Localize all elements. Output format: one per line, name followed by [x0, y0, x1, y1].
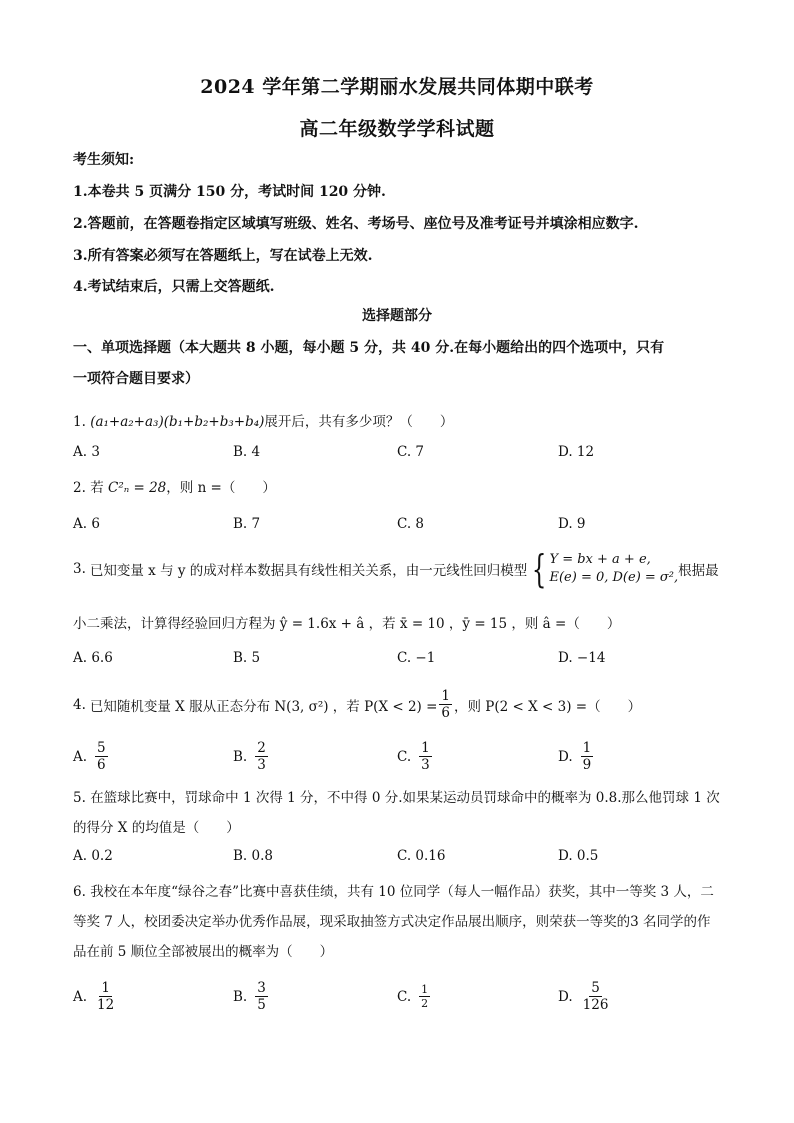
- q5-option-c: C. 0.16: [397, 848, 446, 864]
- notice-item-4: 4.考试结束后，只需上交答题纸.: [73, 279, 275, 295]
- regression-model-system: [527, 547, 679, 591]
- fraction-denominator: 9: [582, 757, 592, 773]
- question-expression: (a₁+a₂+a₃)(b₁+b₂+b₃+b₄): [90, 414, 265, 430]
- question-number: 4.: [73, 696, 86, 713]
- fraction-denominator: 5: [257, 997, 266, 1013]
- q6-option-d: [558, 980, 612, 1013]
- fraction: [439, 688, 452, 721]
- q3-option-c: C. −1: [397, 650, 436, 666]
- option-label: D.: [558, 748, 573, 765]
- question-text: 在篮球比赛中，罚球命中 1 次得 1 分，不中得 0 分.如果某运动员罚球命中的概率为 0.8.那么他罚球 1 次: [90, 790, 720, 806]
- option-label: C.: [397, 988, 412, 1005]
- fraction-denominator: 6: [97, 757, 106, 773]
- option-fraction: [255, 740, 268, 773]
- fraction-numerator: 1: [421, 983, 429, 996]
- option-label: A.: [73, 748, 88, 765]
- q1-option-c: C. 7: [397, 444, 425, 460]
- left-brace-icon: {: [532, 547, 547, 591]
- q6-option-b: [233, 980, 270, 1013]
- q5-option-b: B. 0.8: [233, 848, 273, 864]
- q6-option-c: [397, 983, 432, 1010]
- fraction-numerator: 1: [582, 740, 592, 756]
- section-heading-line1: 一、单项选择题（本大题共 8 小题，每小题 5 分，共 40 分.在每小题给出的四个选项中，只有: [73, 340, 665, 356]
- q2-option-a: A. 6: [73, 516, 100, 532]
- q3-option-b: B. 5: [233, 650, 261, 666]
- notice-item-1: 1.本卷共 5 页满分 150 分，考试时间 120 分钟.: [73, 184, 386, 200]
- option-label: D.: [558, 988, 573, 1005]
- question-number: 2.: [73, 480, 86, 496]
- fraction-denominator: 6: [441, 705, 451, 721]
- question-prefix: 若: [90, 480, 104, 496]
- q1-option-d: D. 12: [558, 444, 595, 460]
- q6-option-a: [73, 980, 118, 1013]
- question-3: [73, 547, 719, 591]
- question-expression: C²ₙ = 28: [107, 480, 167, 496]
- q5-option-d: D. 0.5: [558, 848, 599, 864]
- fraction-numerator: 1: [101, 980, 110, 996]
- question-number: 5.: [73, 790, 86, 806]
- part-title: 选择题部分: [362, 308, 432, 324]
- notice-item-3: 3.所有答案必须写在答题纸上，写在试卷上无效.: [73, 248, 373, 264]
- option-fraction: [419, 983, 430, 1010]
- fraction-numerator: 3: [257, 980, 266, 996]
- fraction-numerator: 5: [97, 740, 106, 756]
- fraction-denominator: 3: [257, 757, 266, 773]
- question-text-cont: 根据最: [678, 563, 719, 579]
- question-text: 已知变量 x 与 y 的成对样本数据具有线性相关关系，由一元线性回归模型: [89, 563, 528, 579]
- question-1: [73, 410, 453, 430]
- option-fraction: [581, 740, 594, 773]
- fraction-numerator: 2: [257, 740, 266, 756]
- question-number: 1.: [73, 414, 86, 430]
- question-2: [73, 476, 276, 496]
- option-label: B.: [233, 748, 248, 765]
- question-text-cont: ，则 P(2 < X < 3) =（ ）: [454, 698, 642, 715]
- question-6-line2: 等奖 7 人，校团委决定举办优秀作品展，现采取抽签方式决定作品展出顺序，则荣获一等奖的3 名同学的作: [73, 914, 711, 930]
- q2-option-b: B. 7: [233, 516, 261, 532]
- option-label: C.: [397, 748, 412, 765]
- question-text: 已知随机变量 X 服从正态分布 N(3, σ²) ，若 P(X < 2) =: [89, 698, 438, 715]
- option-label: A.: [73, 988, 88, 1005]
- option-label: B.: [233, 988, 248, 1005]
- question-number: 3.: [73, 561, 86, 577]
- question-5-line2: 的得分 X 的均值是（ ）: [73, 820, 240, 836]
- notice-heading: 考生须知:: [73, 152, 135, 168]
- notice-item-2: 2.答题前，在答题卷指定区域填写班级、姓名、考场号、座位号及准考证号并填涂相应数字.: [73, 216, 639, 232]
- fraction-numerator: 1: [421, 740, 430, 756]
- question-number: 6.: [73, 884, 86, 900]
- exam-subtitle: 高二年级数学学科试题: [299, 118, 495, 140]
- question-3-line2: 小二乘法，计算得经验回归方程为 ŷ = 1.6x + â ，若 x̄ = 10 ，ȳ = 15 ，则 â =（ ）: [73, 616, 621, 632]
- model-line-2: E(e) = 0, D(e) = σ²,: [549, 570, 679, 585]
- fraction-denominator: 2: [421, 997, 429, 1010]
- exam-title: 2024 学年第二学期丽水发展共同体期中联考: [200, 76, 594, 98]
- q3-option-a: A. 6.6: [73, 650, 113, 666]
- q2-option-d: D. 9: [558, 516, 586, 532]
- question-text: 我校在本年度“绿谷之春”比赛中喜获佳绩，共有 10 位同学（每人一幅作品）获奖，其中一等奖 3 人，二: [90, 884, 714, 900]
- option-fraction: [95, 740, 108, 773]
- q4-option-d: [558, 740, 595, 773]
- option-fraction: [95, 980, 116, 1013]
- question-4: [73, 688, 641, 721]
- q4-option-a: [73, 740, 110, 773]
- fraction-numerator: 5: [591, 980, 600, 996]
- q3-option-d: D. −14: [558, 650, 606, 666]
- question-text: 展开后，共有多少项？（ ）: [264, 414, 454, 430]
- question-5: [73, 786, 720, 806]
- q4-option-b: [233, 740, 270, 773]
- q2-option-c: C. 8: [397, 516, 425, 532]
- option-fraction: [255, 980, 268, 1013]
- fraction-numerator: 1: [441, 688, 451, 704]
- fraction-denominator: 126: [582, 997, 609, 1013]
- fraction-denominator: 12: [97, 997, 115, 1013]
- q1-option-b: B. 4: [233, 444, 261, 460]
- question-6-line3: 品在前 5 顺位全部被展出的概率为（ ）: [73, 944, 334, 960]
- q5-option-a: A. 0.2: [73, 848, 113, 864]
- model-line-1: Y = bx + a + e,: [549, 552, 651, 567]
- q4-option-c: [397, 740, 434, 773]
- option-fraction: [581, 980, 611, 1013]
- option-fraction: [419, 740, 432, 773]
- question-6: [73, 880, 714, 900]
- question-text: ，则 n =（ ）: [166, 480, 276, 496]
- fraction-denominator: 3: [421, 757, 430, 773]
- section-heading-line2: 一项符合题目要求）: [73, 371, 199, 387]
- q1-option-a: A. 3: [73, 444, 100, 460]
